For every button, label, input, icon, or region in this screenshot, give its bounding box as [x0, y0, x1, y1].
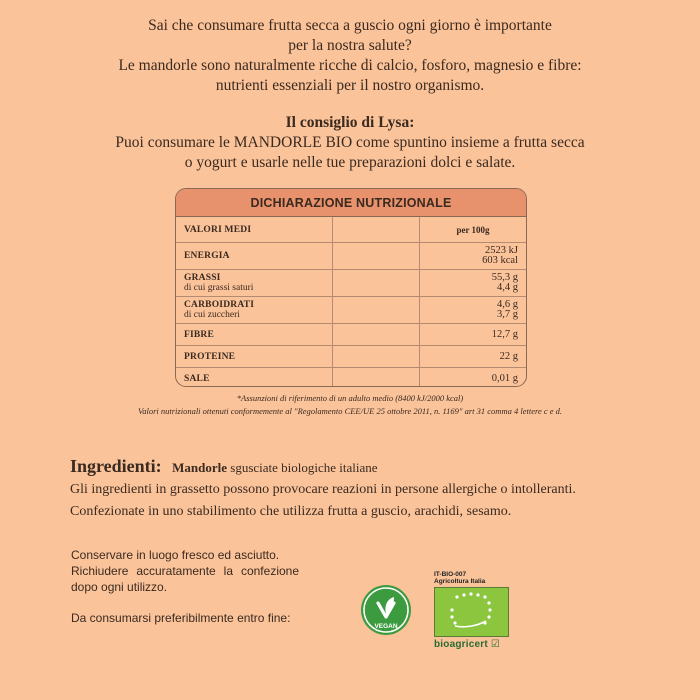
storage-line: Richiudere accuratamente la confezione — [71, 564, 299, 578]
table-row — [176, 324, 526, 346]
table-row — [176, 368, 526, 388]
row-value-secondary: 3,7 g — [497, 309, 518, 320]
storage-instructions — [71, 547, 299, 595]
warning-line: Confezionate in uno stabilimento che utilizza frutta a guscio, arachidi, sesamo. — [70, 504, 512, 519]
table-row — [176, 243, 526, 270]
checkmark-icon: ☑ — [490, 639, 501, 650]
vegan-label: VEGAN — [374, 623, 398, 630]
tip-title: Il consiglio di Lysa: — [285, 114, 415, 131]
nutrition-table-title: DICHIARAZIONE NUTRIZIONALE — [176, 189, 526, 217]
intro-line: Sai che consumare frutta secca a guscio ogni giorno è importante — [148, 17, 552, 34]
nutrition-notes — [0, 392, 700, 418]
row-value: 55,3 g — [491, 272, 518, 283]
allergen-warnings — [70, 479, 576, 523]
header-left: VALORI MEDI — [176, 217, 333, 243]
ingredients-line — [70, 456, 378, 477]
table-row — [176, 270, 526, 297]
note-reference: *Assunzioni di riferimento di un adulto medio (8400 kJ/2000 kcal) — [236, 393, 464, 403]
row-label: GRASSI — [184, 273, 221, 283]
header-right: per 100g — [420, 217, 527, 243]
tip-line: o yogurt e usarle nelle tue preparazioni dolci e salate. — [184, 154, 516, 171]
row-label: PROTEINE — [184, 351, 236, 362]
nutrition-table — [175, 188, 527, 387]
row-sublabel: di cui zuccheri — [184, 310, 240, 320]
row-value: 12,7 g — [491, 329, 518, 340]
row-value-secondary: 603 kcal — [482, 255, 518, 266]
table-row — [176, 297, 526, 324]
row-label: CARBOIDRATI — [184, 300, 255, 310]
table-row — [176, 346, 526, 368]
best-before: Da consumarsi preferibilmente entro fine: — [71, 611, 291, 625]
eu-organic-cert — [434, 571, 509, 649]
ingredients-title: Ingredienti: — [70, 456, 162, 476]
intro-line: nutrienti essenziali per il nostro organismo. — [215, 77, 485, 94]
warning-line: Gli ingredienti in grassetto possono provocare reazioni in persone allergiche o intolleranti. — [70, 482, 576, 497]
note-regulation: Valori nutrizionali ottenuti conformemente al "Regolamento CEE/UE 25 ottobre 2011, n. 1169" art 31 comma 4 lettere c e d. — [137, 406, 563, 416]
table-header-row — [176, 217, 526, 243]
row-label: ENERGIA — [184, 251, 230, 261]
storage-line: dopo ogni utilizzo. — [71, 580, 168, 594]
intro-line: per la nostra salute? — [288, 37, 412, 54]
row-value: 2523 kJ — [485, 245, 518, 256]
intro-section — [0, 16, 700, 173]
row-label: FIBRE — [184, 329, 215, 340]
storage-line: Conservare in luogo fresco ed asciutto. — [71, 548, 280, 562]
tip-line: Puoi consumare le MANDORLE BIO come spuntino insieme a frutta secca — [115, 134, 585, 151]
cert-code: IT-BIO-007 — [434, 571, 467, 578]
ingredients-allergen: Mandorle — [172, 460, 228, 475]
ingredients-text: sgusciate biologiche italiane — [227, 460, 378, 475]
row-value-secondary: 4,4 g — [497, 282, 518, 293]
eu-organic-leaf-icon — [434, 587, 509, 637]
cert-brand: bioagricert ☑ — [434, 639, 501, 650]
row-value: 22 g — [499, 351, 518, 362]
vegan-badge-icon — [360, 584, 412, 636]
row-value: 4,6 g — [497, 299, 518, 310]
row-value: 0,01 g — [491, 373, 518, 385]
row-label: SALE — [184, 373, 210, 384]
row-sublabel: di cui grassi saturi — [184, 283, 254, 293]
intro-line: Le mandorle sono naturalmente ricche di calcio, fosforo, magnesio e fibre: — [118, 57, 582, 74]
cert-origin: Agricoltura Italia — [434, 578, 486, 585]
